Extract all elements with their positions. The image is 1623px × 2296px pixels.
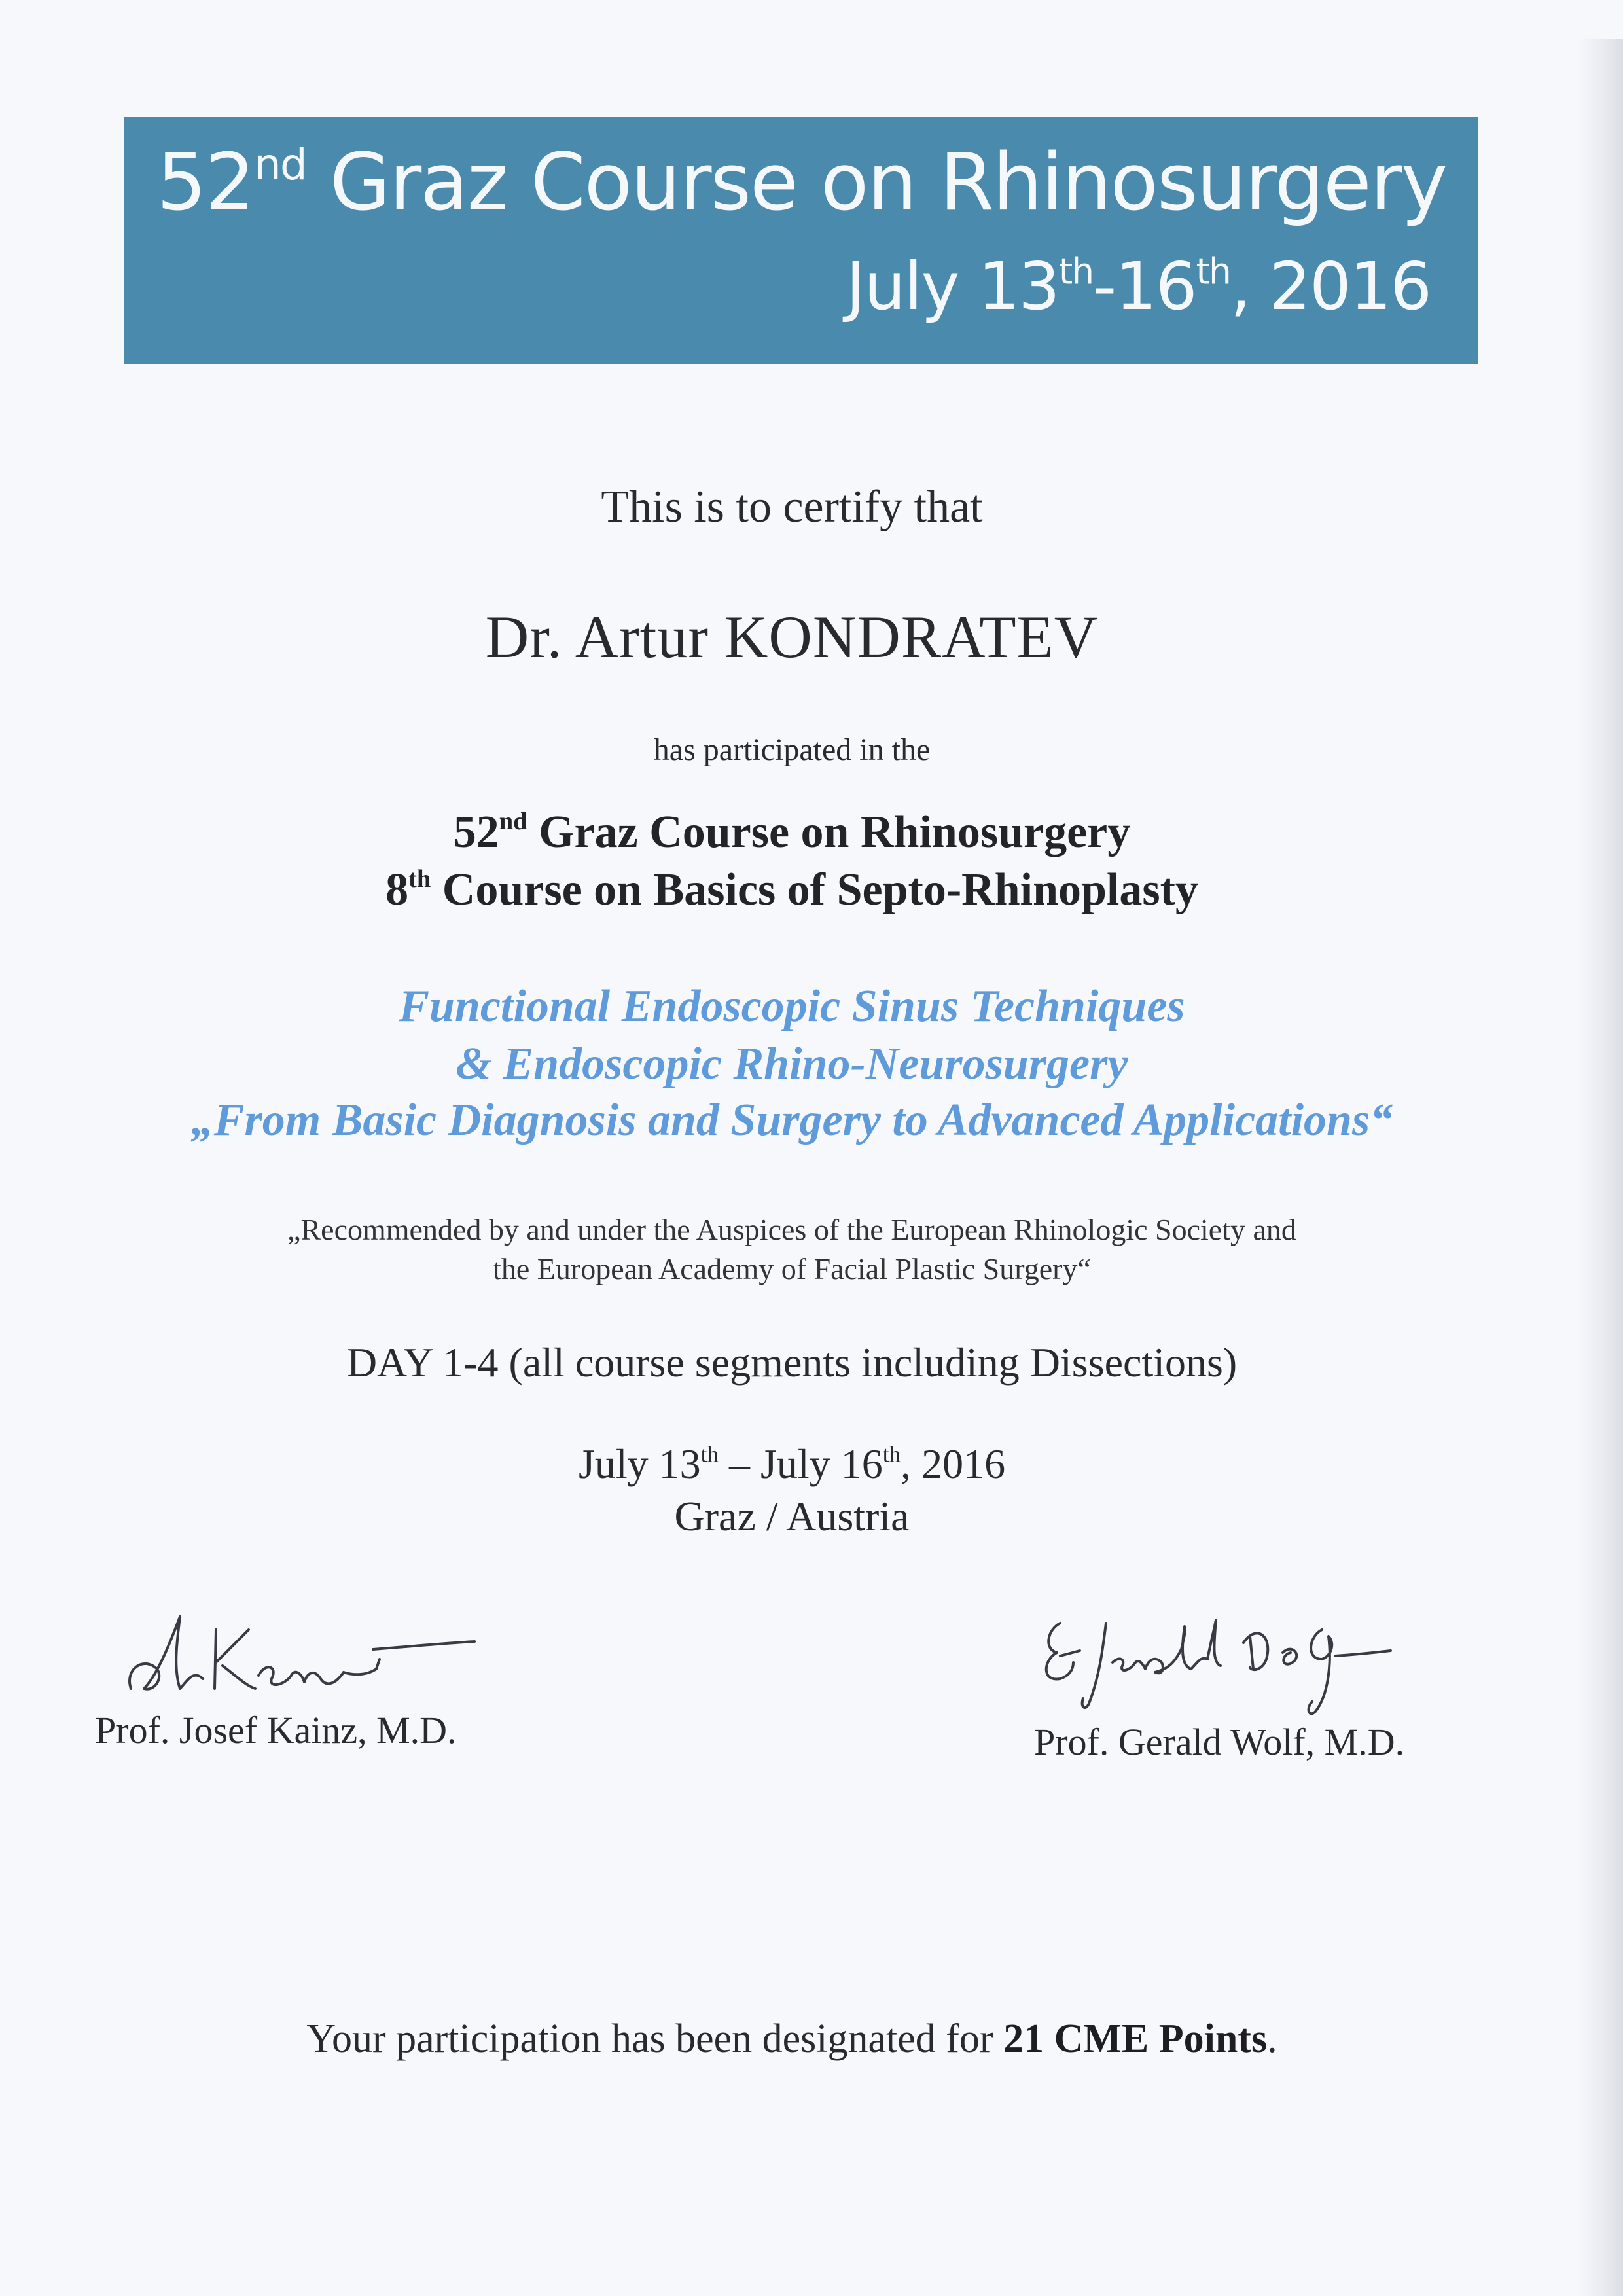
dates-start-suffix: th (700, 1441, 719, 1467)
topic-line-1: Functional Endoscopic Sinus Techniques (399, 981, 1185, 1031)
signer-left-name: Prof. Josef Kainz, M.D. (95, 1709, 457, 1751)
banner-date-end: -16 (1093, 248, 1196, 325)
signature-right-image (1034, 1597, 1414, 1734)
course-title-primary (0, 806, 1584, 859)
course-1-name: Graz Course on Rhinosurgery (527, 807, 1131, 857)
banner-course-number: 52 (156, 137, 255, 228)
dates-end-suffix: th (882, 1441, 901, 1467)
banner-course-name: Graz Course on Rhinosurgery (306, 137, 1446, 228)
topic-line-3: „From Basic Diagnosis and Surgery to Advanced Applications“ (190, 1095, 1393, 1145)
signer-right-name: Prof. Gerald Wolf, M.D. (1034, 1721, 1405, 1763)
certify-intro: This is to certify that (601, 482, 983, 532)
banner-date (846, 247, 1431, 326)
signature-left-image (118, 1590, 484, 1708)
course-2-number: 8 (385, 865, 409, 915)
course-location: Graz / Austria (674, 1493, 910, 1539)
recommendation-line-2: the European Academy of Facial Plastic Surgery“ (493, 1252, 1091, 1285)
course-2-suffix: th (408, 865, 431, 893)
dates-start: July 13 (578, 1441, 701, 1487)
dates-year: , 2016 (901, 1441, 1006, 1487)
banner-date-suffix-start: th (1058, 250, 1094, 293)
cme-statement (0, 2016, 1584, 2062)
topic-line-2: & Endoscopic Rhino-Neurosurgery (455, 1039, 1128, 1089)
dates-end: – July 16 (719, 1441, 883, 1487)
participated-text: has participated in the (653, 732, 931, 767)
course-1-number: 52 (453, 807, 499, 857)
course-2-name: Course on Basics of Septo-Rhinoplasty (431, 865, 1198, 915)
banner-date-year: , 2016 (1230, 248, 1431, 325)
banner-title (156, 136, 1446, 230)
cme-text: Your participation has been designated for (306, 2017, 1004, 2061)
cme-end: . (1267, 2017, 1277, 2061)
cme-points: 21 CME Points (1003, 2017, 1268, 2061)
recipient-name: Dr. Artur KONDRATEV (485, 603, 1099, 670)
recommendation-line-1: „Recommended by and under the Auspices of the European Rhinologic Society and (287, 1213, 1296, 1246)
banner-date-start: July 13 (846, 248, 1059, 325)
course-title-secondary (0, 864, 1584, 916)
page-edge-shadow (1577, 39, 1623, 2296)
banner-ordinal-suffix: nd (254, 139, 306, 190)
course-1-suffix: nd (499, 808, 527, 836)
header-banner (124, 117, 1478, 364)
course-dates (0, 1440, 1584, 1488)
banner-date-suffix-end: th (1196, 250, 1230, 293)
course-days: DAY 1-4 (all course segments including Dissections) (346, 1339, 1238, 1386)
